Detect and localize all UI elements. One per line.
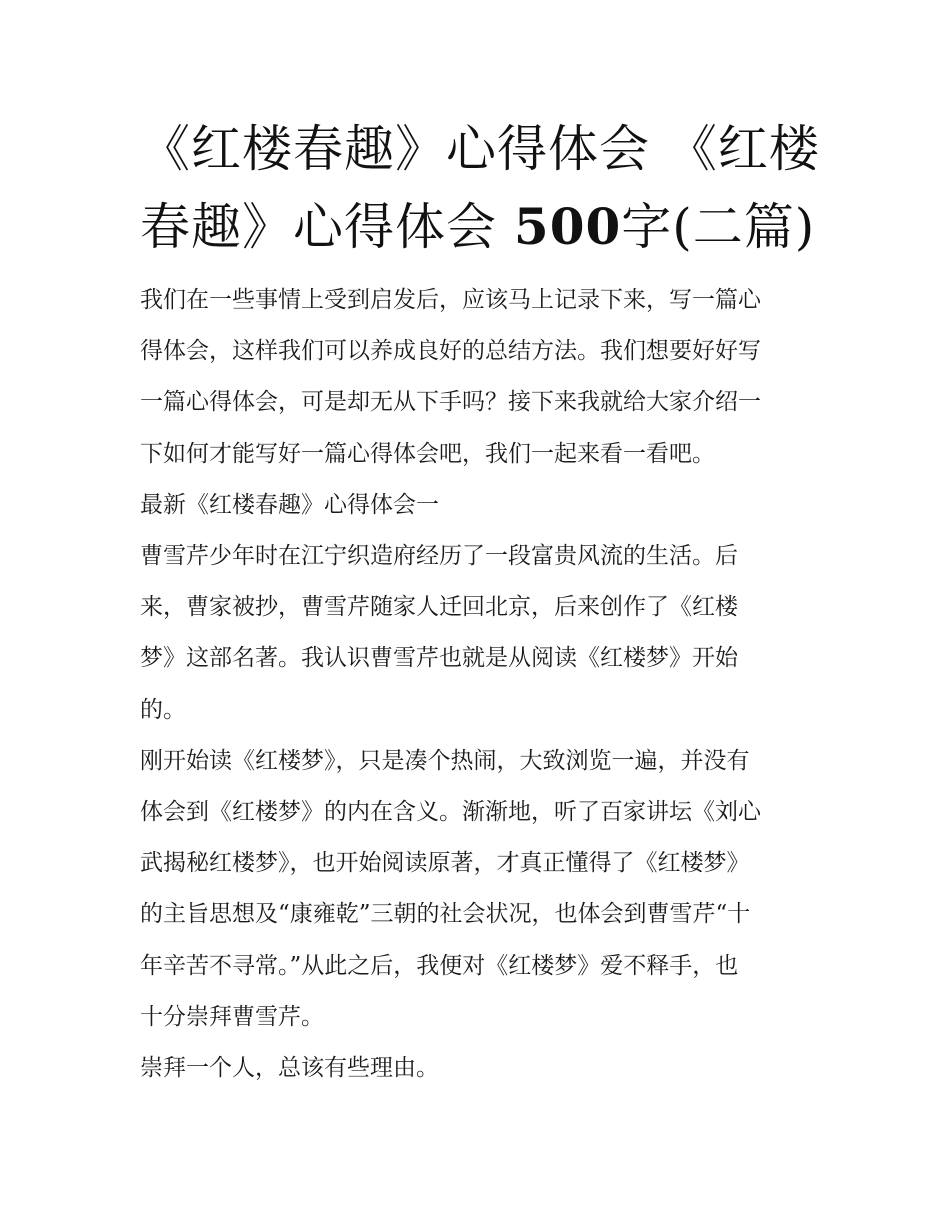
title-number: 500 [513,197,622,256]
document-body [140,275,816,1094]
body-paragraph-1: 曹雪芹少年时在江宁织造府经历了一段富贵风流的生活。后 来，曹家被抄，曹雪芹随家人迁回北京，后来创作了《红楼 梦》这部名著。我认识曹雪芹也就是从阅读《红楼梦》开始 的。 [140,543,738,723]
title-text-part2: 字(二篇) [621,198,816,256]
intro-paragraph: 我们在一些事情上受到启发后，应该马上记录下来，写一篇心 得体会，这样我们可以养成良好的总结方法。我们想要好好写 一篇心得体会，可是却无从下手吗？接下来我就给大家介绍一 下如何才能写好一篇心得体会吧，我们一起来看一看吧。 [140,287,761,467]
body-paragraph-2: 刚开始读《红楼梦》，只是凑个热闹，大致浏览一遍，并没有 体会到《红楼梦》的内在含义。渐渐地，听了百家讲坛《刘心 武揭秘红楼梦》，也开始阅读原著，才真正懂得了《红楼梦》 的主旨思想及“康雍乾”三朝的社会状况，也体会到曹雪芹“十 年辛苦不寻常。”从此之后，我便对《红楼梦》爱不释手，也 十分崇拜曹雪芹。 [140,747,761,1030]
title-text-part1: 《红楼春趣》心得体会 《红楼 春趣》心得体会 [140,120,820,256]
body-paragraph-3: 崇拜一个人，总该有些理由。 [140,1055,439,1082]
section-heading: 最新《红楼春趣》心得体会一 [140,491,439,518]
document-title [140,110,820,266]
